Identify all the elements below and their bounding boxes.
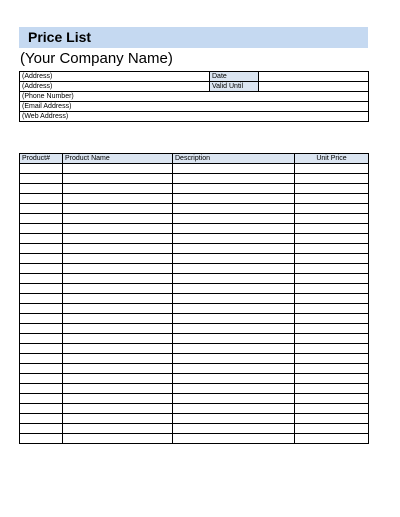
email-address[interactable]: (Email Address) [20,102,369,112]
col-header-unit-price: Unit Price [295,154,369,164]
table-row [20,264,369,274]
cell-description[interactable] [173,354,295,364]
cell-description[interactable] [173,374,295,384]
cell-product-number[interactable] [20,424,63,434]
cell-product-number[interactable] [20,324,63,334]
cell-description[interactable] [173,384,295,394]
cell-unit-price[interactable] [295,424,369,434]
table-row [20,224,369,234]
cell-product-name[interactable] [63,174,173,184]
cell-product-name[interactable] [63,184,173,194]
cell-unit-price[interactable] [295,174,369,184]
cell-description[interactable] [173,274,295,284]
cell-product-name[interactable] [63,424,173,434]
cell-unit-price[interactable] [295,434,369,444]
cell-product-name[interactable] [63,194,173,204]
table-row [20,334,369,344]
cell-description[interactable] [173,174,295,184]
cell-unit-price[interactable] [295,404,369,414]
cell-product-name[interactable] [63,324,173,334]
cell-unit-price[interactable] [295,244,369,254]
cell-unit-price[interactable] [295,194,369,204]
date-value[interactable] [259,72,369,82]
cell-product-number[interactable] [20,394,63,404]
cell-product-number[interactable] [20,194,63,204]
cell-description[interactable] [173,264,295,274]
cell-unit-price[interactable] [295,414,369,424]
cell-product-name[interactable] [63,224,173,234]
cell-unit-price[interactable] [295,334,369,344]
cell-description[interactable] [173,304,295,314]
table-row [20,234,369,244]
cell-product-number[interactable] [20,224,63,234]
cell-product-name[interactable] [63,274,173,284]
table-row [20,394,369,404]
cell-unit-price[interactable] [295,264,369,274]
cell-product-number[interactable] [20,354,63,364]
cell-unit-price[interactable] [295,294,369,304]
col-header-product-name: Product Name [63,154,173,164]
cell-product-name[interactable] [63,384,173,394]
table-row [20,404,369,414]
cell-unit-price[interactable] [295,324,369,334]
cell-product-number[interactable] [20,174,63,184]
cell-product-number[interactable] [20,404,63,414]
cell-product-number[interactable] [20,164,63,174]
cell-product-number[interactable] [20,274,63,284]
table-row [20,214,369,224]
cell-description[interactable] [173,434,295,444]
cell-description[interactable] [173,294,295,304]
cell-description[interactable] [173,404,295,414]
cell-product-name[interactable] [63,394,173,404]
company-name[interactable]: (Your Company Name) [20,50,173,67]
cell-product-number[interactable] [20,254,63,264]
cell-product-name[interactable] [63,264,173,274]
table-row [20,164,369,174]
cell-description[interactable] [173,224,295,234]
table-row [20,344,369,354]
title-bar [19,27,368,48]
cell-product-name[interactable] [63,204,173,214]
cell-description[interactable] [173,164,295,174]
cell-product-number[interactable] [20,184,63,194]
table-row [20,304,369,314]
cell-product-number[interactable] [20,314,63,324]
cell-description[interactable] [173,424,295,434]
cell-product-number[interactable] [20,364,63,374]
cell-unit-price[interactable] [295,304,369,314]
cell-description[interactable] [173,234,295,244]
cell-description[interactable] [173,364,295,374]
cell-description[interactable] [173,204,295,214]
cell-product-number[interactable] [20,334,63,344]
cell-product-number[interactable] [20,204,63,214]
cell-description[interactable] [173,244,295,254]
table-row [20,294,369,304]
cell-product-number[interactable] [20,214,63,224]
table-row [20,324,369,334]
cell-unit-price[interactable] [295,204,369,214]
valid-until-value[interactable] [259,82,369,92]
cell-unit-price[interactable] [295,314,369,324]
cell-product-name[interactable] [63,294,173,304]
cell-product-name[interactable] [63,164,173,174]
cell-unit-price[interactable] [295,394,369,404]
cell-product-name[interactable] [63,234,173,244]
cell-description[interactable] [173,254,295,264]
cell-unit-price[interactable] [295,224,369,234]
cell-unit-price[interactable] [295,214,369,224]
cell-product-name[interactable] [63,354,173,364]
cell-description[interactable] [173,324,295,334]
date-label: Date [210,72,259,82]
table-row [20,354,369,364]
cell-unit-price[interactable] [295,234,369,244]
cell-product-name[interactable] [63,434,173,444]
table-row [20,194,369,204]
cell-product-name[interactable] [63,314,173,324]
cell-description[interactable] [173,214,295,224]
cell-product-number[interactable] [20,374,63,384]
cell-unit-price[interactable] [295,384,369,394]
cell-product-number[interactable] [20,294,63,304]
table-row [20,364,369,374]
cell-unit-price[interactable] [295,274,369,284]
cell-product-name[interactable] [63,334,173,344]
cell-description[interactable] [173,314,295,324]
page-title: Price List [28,29,92,45]
web-address[interactable]: (Web Address) [20,112,369,122]
table-row [20,174,369,184]
table-row [20,384,369,394]
cell-product-number[interactable] [20,414,63,424]
cell-product-name[interactable] [63,254,173,264]
cell-description[interactable] [173,194,295,204]
price-table-body [20,164,369,444]
cell-unit-price[interactable] [295,344,369,354]
cell-product-number[interactable] [20,264,63,274]
cell-description[interactable] [173,284,295,294]
col-header-description: Description [173,154,295,164]
cell-unit-price[interactable] [295,254,369,264]
cell-unit-price[interactable] [295,164,369,174]
cell-description[interactable] [173,394,295,404]
address-line-2[interactable]: (Address) [20,82,210,92]
cell-product-name[interactable] [63,414,173,424]
cell-product-name[interactable] [63,344,173,354]
cell-unit-price[interactable] [295,364,369,374]
cell-product-number[interactable] [20,284,63,294]
cell-product-number[interactable] [20,234,63,244]
table-row [20,204,369,214]
table-row [20,274,369,284]
cell-unit-price[interactable] [295,354,369,364]
address-line-1[interactable]: (Address) [20,72,210,82]
valid-until-label: Valid Until [210,82,259,92]
cell-product-name[interactable] [63,404,173,414]
table-row [20,184,369,194]
phone-number[interactable]: (Phone Number) [20,92,369,102]
cell-product-number[interactable] [20,344,63,354]
cell-unit-price[interactable] [295,284,369,294]
table-row [20,254,369,264]
cell-product-number[interactable] [20,244,63,254]
cell-unit-price[interactable] [295,374,369,384]
cell-product-name[interactable] [63,244,173,254]
table-row [20,284,369,294]
cell-product-number[interactable] [20,304,63,314]
cell-description[interactable] [173,334,295,344]
table-row [20,374,369,384]
cell-product-number[interactable] [20,384,63,394]
table-row [20,314,369,324]
cell-product-name[interactable] [63,374,173,384]
cell-description[interactable] [173,414,295,424]
cell-product-number[interactable] [20,434,63,444]
cell-description[interactable] [173,184,295,194]
cell-product-name[interactable] [63,284,173,294]
cell-description[interactable] [173,344,295,354]
table-row [20,244,369,254]
table-row [20,434,369,444]
col-header-product-number: Product# [20,154,63,164]
cell-product-name[interactable] [63,304,173,314]
cell-product-name[interactable] [63,214,173,224]
company-info-table [19,71,369,122]
price-table [19,153,369,444]
cell-unit-price[interactable] [295,184,369,194]
table-row [20,424,369,434]
cell-product-name[interactable] [63,364,173,374]
table-row [20,414,369,424]
